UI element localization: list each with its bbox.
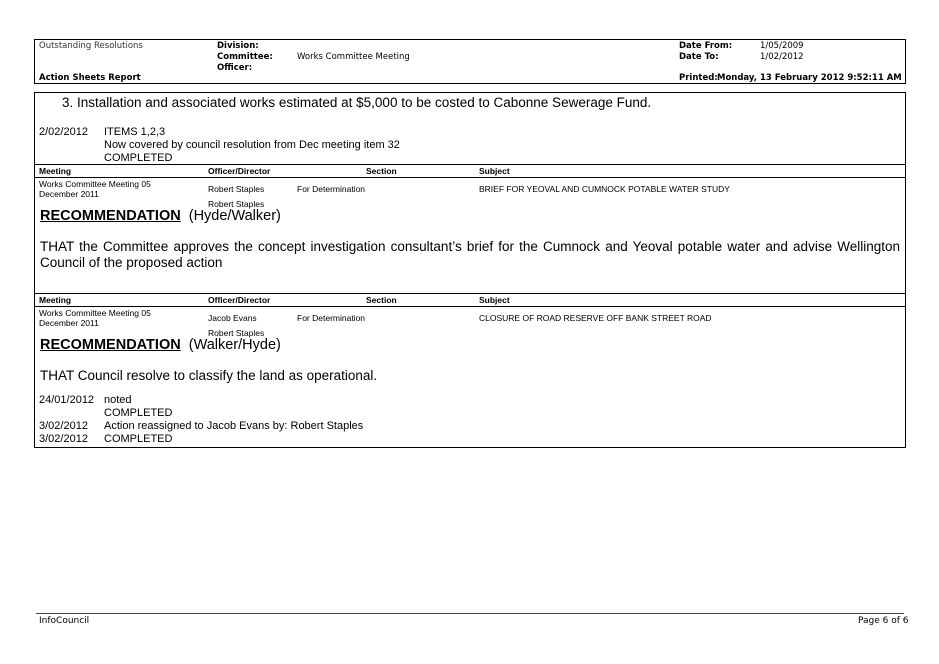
recommendation-heading: RECOMMENDATION bbox=[40, 208, 181, 224]
col-header-officer: Officer/Director bbox=[208, 295, 271, 305]
note-text: COMPLETED bbox=[104, 433, 173, 445]
note-text: ITEMS 1,2,3 bbox=[104, 126, 166, 138]
item-director: Robert Staples bbox=[208, 328, 265, 338]
item-meeting: December 2011 bbox=[39, 189, 99, 199]
recommendation-text: THAT Council resolve to classify the land as operational. bbox=[40, 368, 378, 383]
page-number: Page 6 of 6 bbox=[858, 616, 909, 626]
officer-label: Officer: bbox=[217, 63, 253, 73]
col-header-meeting: Meeting bbox=[39, 295, 72, 305]
col-header-subject: Subject bbox=[479, 295, 510, 305]
date-from-label: Date From: bbox=[679, 41, 733, 51]
report-title: Action Sheets Report bbox=[39, 73, 141, 83]
item-officer: Robert Staples bbox=[208, 184, 265, 194]
continuation-item: 3. Installation and associated works estimated at $5,000 to be costed to Cabonne Sewerage Fund. bbox=[62, 95, 652, 110]
date-to-value: 1/02/2012 bbox=[760, 52, 804, 62]
col-header-section: Section bbox=[366, 166, 397, 176]
col-header-subject: Subject bbox=[479, 166, 510, 176]
note-date: 24/01/2012 bbox=[39, 394, 95, 406]
divider bbox=[34, 306, 906, 307]
division-label: Division: bbox=[217, 41, 259, 51]
item-officer: Jacob Evans bbox=[208, 313, 257, 323]
recommendation bbox=[40, 208, 281, 224]
note-text: Now covered by council resolution from Dec meeting item 32 bbox=[104, 139, 400, 151]
footer-app-name: InfoCouncil bbox=[39, 616, 90, 626]
item-director: Robert Staples bbox=[208, 199, 265, 209]
note-date: 3/02/2012 bbox=[39, 420, 88, 432]
col-header-officer: Officer/Director bbox=[208, 166, 271, 176]
report-org: Outstanding Resolutions bbox=[39, 41, 143, 51]
printed-value: Monday, 13 February 2012 9:52:11 AM bbox=[717, 73, 902, 83]
note-text: noted bbox=[104, 394, 132, 406]
item-meeting: Works Committee Meeting 05 bbox=[39, 179, 151, 189]
item-subject: CLOSURE OF ROAD RESERVE OFF BANK STREET ROAD bbox=[479, 313, 712, 323]
col-header-meeting: Meeting bbox=[39, 166, 72, 176]
committee-value: Works Committee Meeting bbox=[297, 52, 410, 62]
item-meeting: Works Committee Meeting 05 bbox=[39, 308, 151, 318]
note-date: 2/02/2012 bbox=[39, 126, 88, 138]
item-section: For Determination bbox=[297, 313, 366, 323]
note-date: 3/02/2012 bbox=[39, 433, 88, 445]
date-from-value: 1/05/2009 bbox=[760, 41, 804, 51]
recommendation-heading: RECOMMENDATION bbox=[40, 337, 181, 353]
col-header-section: Section bbox=[366, 295, 397, 305]
item-section: For Determination bbox=[297, 184, 366, 194]
recommendation-movers: (Hyde/Walker) bbox=[188, 208, 281, 224]
printed-label: Printed: bbox=[679, 73, 718, 83]
divider bbox=[34, 293, 906, 294]
footer-rule bbox=[36, 613, 904, 614]
divider bbox=[34, 164, 906, 165]
recommendation bbox=[40, 337, 281, 353]
date-to-label: Date To: bbox=[679, 52, 719, 62]
divider bbox=[34, 177, 906, 178]
item-meeting: December 2011 bbox=[39, 318, 99, 328]
recommendation-text: THAT the Committee approves the concept investigation consultant’s brief for the Cumnock and Yeoval potable water and advise Wellington Council of the proposed action bbox=[40, 239, 900, 270]
note-text: COMPLETED bbox=[104, 152, 173, 164]
recommendation-movers: (Walker/Hyde) bbox=[188, 337, 281, 353]
note-text: COMPLETED bbox=[104, 407, 173, 419]
item-subject: BRIEF FOR YEOVAL AND CUMNOCK POTABLE WATER STUDY bbox=[479, 184, 730, 194]
committee-label: Committee: bbox=[217, 52, 273, 62]
note-text: Action reassigned to Jacob Evans by: Robert Staples bbox=[104, 420, 364, 432]
